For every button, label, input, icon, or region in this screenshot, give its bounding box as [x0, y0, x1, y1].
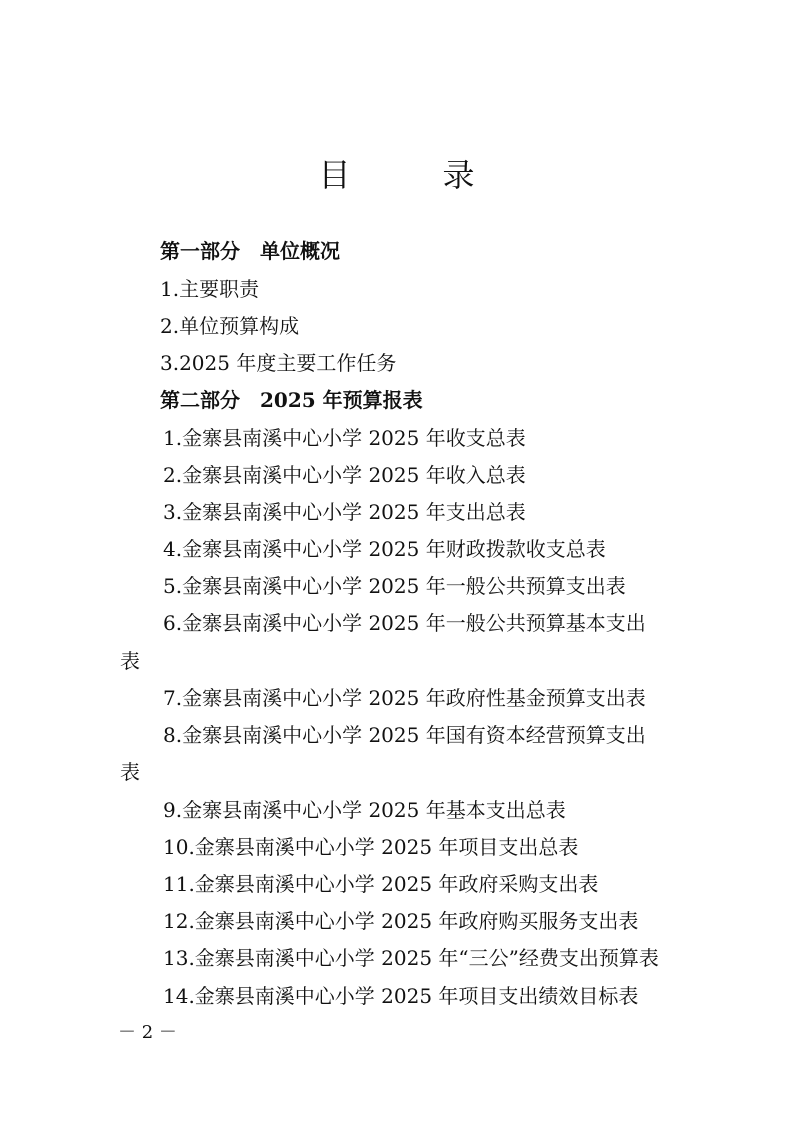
- toc-item[interactable]: 11.金寨县南溪中心小学 2025 年政府采购支出表: [163, 872, 599, 896]
- toc-item[interactable]: 2.金寨县南溪中心小学 2025 年收入总表: [163, 463, 526, 487]
- page-number: － 2 －: [118, 1022, 177, 1043]
- toc-item-continuation[interactable]: 表: [120, 760, 140, 784]
- toc-item[interactable]: 3.2025 年度主要工作任务: [160, 351, 397, 375]
- toc-item-continuation[interactable]: 表: [120, 649, 140, 673]
- part2-heading: 第二部分 2025 年预算报表: [160, 388, 423, 412]
- toc-item[interactable]: 6.金寨县南溪中心小学 2025 年一般公共预算基本支出: [163, 611, 646, 635]
- toc-item[interactable]: 7.金寨县南溪中心小学 2025 年政府性基金预算支出表: [163, 686, 646, 710]
- toc-item[interactable]: 4.金寨县南溪中心小学 2025 年财政拨款收支总表: [163, 537, 606, 561]
- toc-item[interactable]: 5.金寨县南溪中心小学 2025 年一般公共预算支出表: [163, 574, 626, 598]
- page-title: 目 录: [318, 156, 505, 194]
- toc-item[interactable]: 12.金寨县南溪中心小学 2025 年政府购买服务支出表: [163, 909, 639, 933]
- toc-item[interactable]: 13.金寨县南溪中心小学 2025 年“三公”经费支出预算表: [163, 946, 659, 970]
- toc-item[interactable]: 8.金寨县南溪中心小学 2025 年国有资本经营预算支出: [163, 723, 646, 747]
- toc-item[interactable]: 3.金寨县南溪中心小学 2025 年支出总表: [163, 500, 526, 524]
- part1-heading: 第一部分 单位概况: [160, 239, 340, 263]
- toc-item[interactable]: 1.主要职责: [160, 277, 260, 301]
- toc-item[interactable]: 9.金寨县南溪中心小学 2025 年基本支出总表: [163, 798, 566, 822]
- toc-item[interactable]: 1.金寨县南溪中心小学 2025 年收支总表: [163, 426, 526, 450]
- toc-item[interactable]: 10.金寨县南溪中心小学 2025 年项目支出总表: [163, 835, 579, 859]
- toc-item[interactable]: 2.单位预算构成: [160, 314, 300, 338]
- toc-item[interactable]: 14.金寨县南溪中心小学 2025 年项目支出绩效目标表: [163, 984, 639, 1008]
